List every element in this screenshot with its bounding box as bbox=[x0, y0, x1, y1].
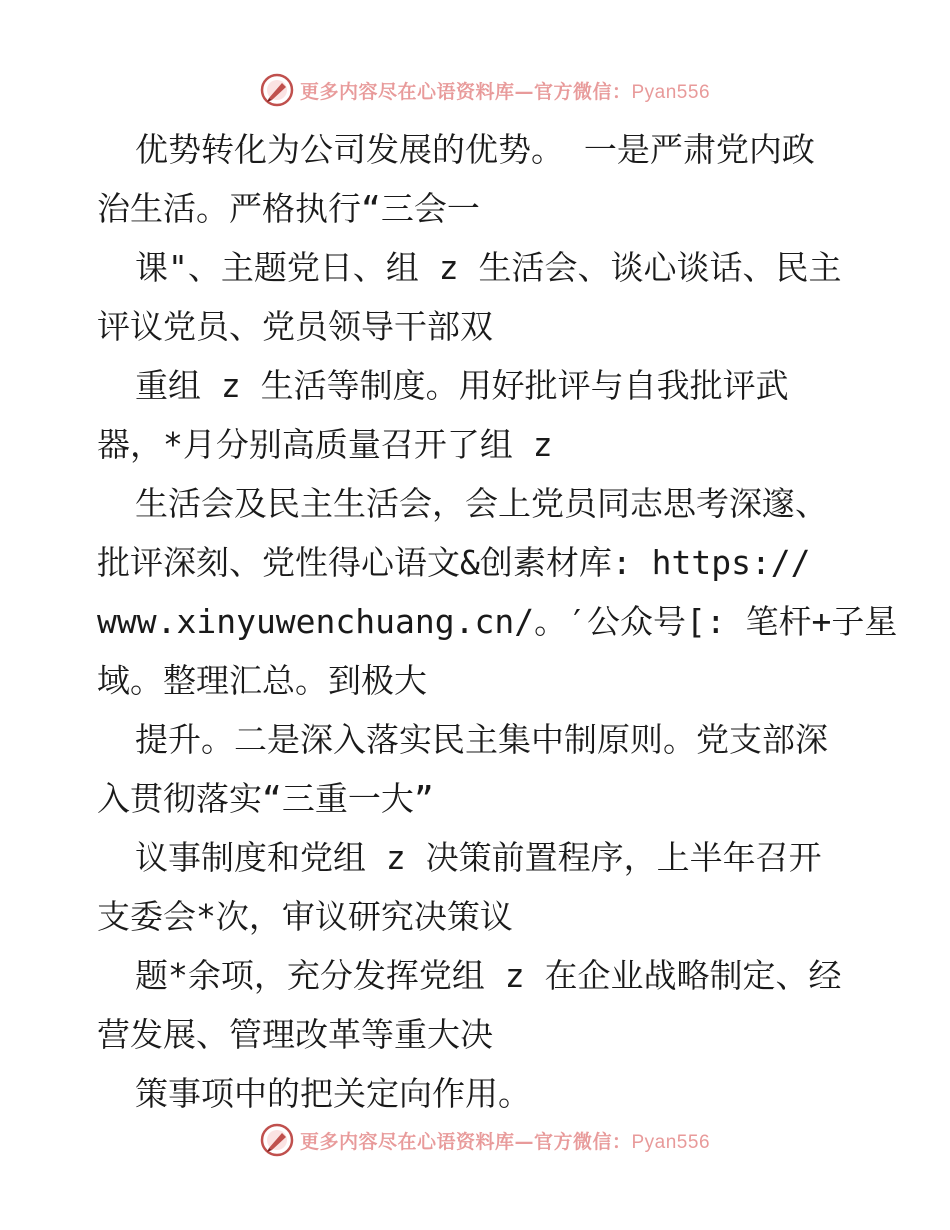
text-line: 生活会及民主生活会，会上党员同志思考深邃、 bbox=[135, 484, 828, 523]
text-line: 器，*月分别高质量召开了组 z bbox=[97, 425, 553, 464]
footer-watermark bbox=[0, 1120, 950, 1160]
pen-nib-logo-icon bbox=[260, 1123, 294, 1157]
header-watermark bbox=[0, 70, 950, 110]
text-line: 优势转化为公司发展的优势。 一是严肃党内政 bbox=[135, 130, 815, 169]
text-line: 提升。二是深入落实民主集中制原则。党支部深 bbox=[135, 720, 828, 759]
text-line: 批评深刻、党性得心语文&创素材库: https:// bbox=[97, 543, 811, 582]
watermark-group bbox=[260, 73, 710, 107]
text-line: 策事项中的把关定向作用。 bbox=[135, 1074, 531, 1113]
watermark-text: 更多内容尽在心语资料库—官方微信：Pyan556 bbox=[299, 1130, 711, 1153]
text-line: 营发展、管理改革等重大决 bbox=[97, 1015, 493, 1054]
text-line: 题*余项，充分发挥党组 z 在企业战略制定、经 bbox=[135, 956, 842, 995]
text-line: 评议党员、党员领导干部双 bbox=[97, 307, 493, 346]
text-line: 入贯彻落实“三重一大” bbox=[97, 779, 434, 818]
text-line: 议事制度和党组 z 决策前置程序，上半年召开 bbox=[135, 838, 822, 877]
text-line: 治生活。严格执行“三会一 bbox=[97, 189, 480, 228]
text-line: 域。整理汇总。到极大 bbox=[97, 661, 427, 700]
text-line: 支委会*次，审议研究决策议 bbox=[97, 897, 513, 936]
watermark-group bbox=[260, 1123, 710, 1157]
text-line: 课"、主题党日、组 z 生活会、谈心谈话、民主 bbox=[135, 248, 842, 287]
text-line: 重组 z 生活等制度。用好批评与自我批评武 bbox=[135, 366, 789, 405]
watermark-text: 更多内容尽在心语资料库—官方微信：Pyan556 bbox=[299, 80, 711, 103]
text-line: www.xinyuwenchuang.cn/。′公众号[: 笔杆+子星 bbox=[97, 602, 898, 641]
pen-nib-logo-icon bbox=[260, 73, 294, 107]
document-body bbox=[97, 120, 898, 1123]
